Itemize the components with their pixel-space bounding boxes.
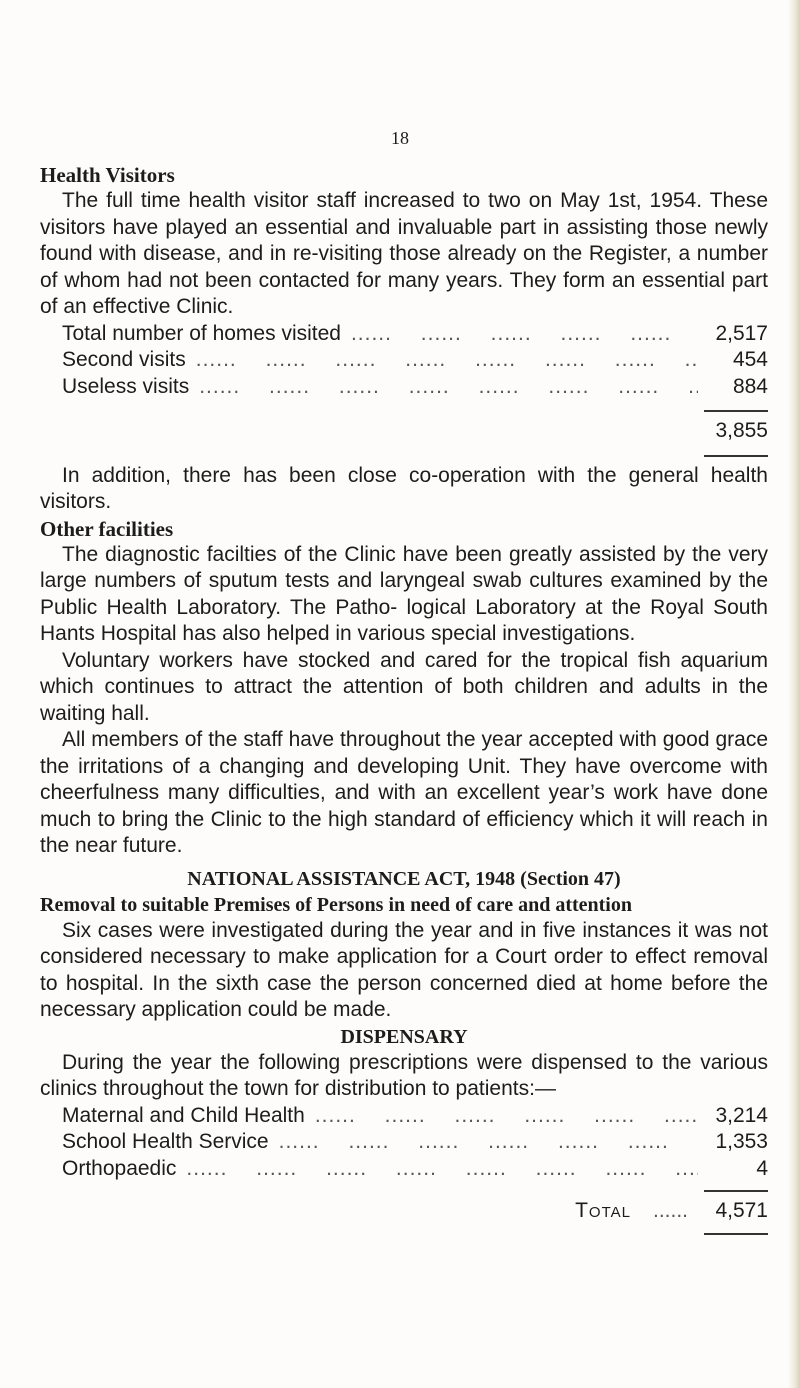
health-visitors-addition: In addition, there has been close co-operation with the general health visitors.: [40, 463, 768, 513]
visits-row: [40, 347, 768, 374]
other-facilities-paragraph: Voluntary workers have stocked and cared for the tropical fish aquarium which continues to attract the attention of both children and adults in the waiting hall.: [40, 648, 768, 725]
visits-row: [40, 374, 768, 401]
visits-row-value: 454: [732, 348, 768, 371]
dispensary-row-label: Orthopaedic: [62, 1156, 177, 1180]
dispensary-row: [40, 1156, 768, 1183]
visits-total-value: 3,855: [715, 419, 768, 442]
visits-row-label: Useless visits: [62, 374, 190, 398]
dispensary-total-leader: ......: [652, 1199, 688, 1222]
national-assistance-body: Six cases were investigated during the year and in five instances it was not considered necessary to make application for a Court order to effect removal to hospital. In the sixth case the person concerned died at home before the necessary application could be made.: [40, 918, 768, 1021]
dot-leader: [196, 347, 698, 374]
visits-row: [40, 321, 768, 348]
dot-leader: [199, 374, 698, 401]
dot-leader: [315, 1103, 698, 1130]
national-assistance-heading: NATIONAL ASSISTANCE ACT, 1948 (Section 47): [187, 867, 621, 890]
document-page: [40, 162, 768, 1235]
dot-leader: [186, 1156, 698, 1183]
dispensary-row: [40, 1129, 768, 1156]
other-facilities-paragraph: All members of the staff have throughout the year accepted with good grace the irritations of a changing and developing Unit. They have overcome with cheerfulness many difficulties, and with an excellent year’s work have done much to bring the Clinic to the high standard of efficiency which it will reach in the near future.: [40, 728, 768, 857]
dispensary-intro: During the year the following prescriptions were dispensed to the various clinics throughout the town for distribution to patients:—: [40, 1050, 768, 1100]
dispensary-total-value: 4,571: [715, 1199, 768, 1222]
visits-row-label: Total number of homes visited: [62, 321, 341, 345]
dispensary-total-row: [40, 1198, 768, 1225]
health-visitors-heading: Health Visitors: [40, 163, 175, 187]
dispensary-row: [40, 1103, 768, 1130]
dispensary-row-value: 3,214: [715, 1103, 768, 1127]
dispensary-row-label: Maternal and Child Health: [62, 1103, 305, 1127]
dispensary-total-label: Total: [575, 1199, 631, 1222]
other-facilities-paragraph: The diagnostic facilties of the Clinic have been greatly assisted by the very large numbers of sputum tests and laryngeal swab cultures examined by the Public Health Laboratory. The Patho- logical Laboratory at the Royal South Hants Hospital has also helped in various special investigations.: [40, 542, 768, 645]
visits-row-value: 884: [732, 374, 768, 398]
dispensary-row-value: 4: [756, 1156, 768, 1180]
visits-row-value: 2,517: [715, 321, 768, 345]
health-visitors-intro: The full time health visitor staff increased to two on May 1st, 1954. These visitors have played an essential and invaluable part in assisting those newly found with disease, and in re-visiting those already on the Register, a number of whom had not been contacted for many years. They form an essential part of an effective Clinic.: [40, 189, 768, 318]
sum-rule-bottom: [704, 1233, 768, 1235]
dot-leader: [351, 321, 698, 348]
dispensary-heading: DISPENSARY: [340, 1025, 468, 1048]
dot-leader: [279, 1129, 698, 1156]
dispensary-row-value: 1,353: [715, 1130, 768, 1153]
page-edge-shadow: [788, 0, 800, 1388]
dispensary-row-label: School Health Service: [62, 1130, 269, 1153]
visits-total-row: [40, 418, 768, 445]
other-facilities-heading: Other facilities: [40, 516, 174, 541]
visits-row-label: Second visits: [62, 348, 186, 371]
national-assistance-subheading: Removal to suitable Premises of Persons in need of care and attention: [40, 893, 632, 916]
page-number: 18: [391, 128, 409, 148]
